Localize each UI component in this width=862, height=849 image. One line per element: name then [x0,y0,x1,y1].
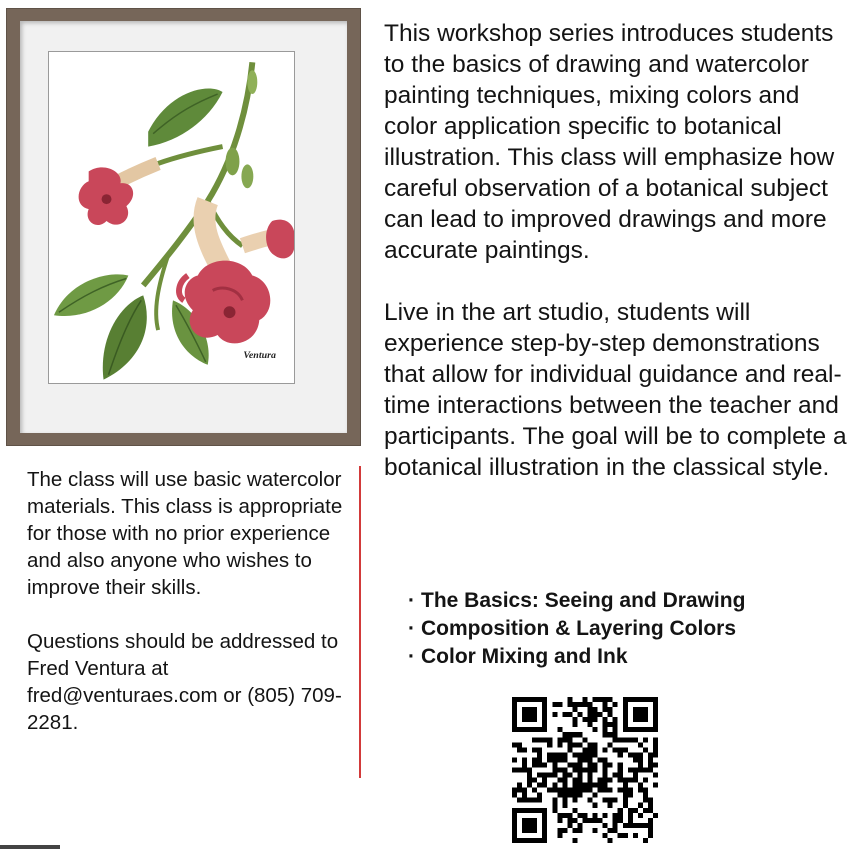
botanical-flower-illustration-icon [49,52,294,383]
botanical-illustration [48,51,295,384]
topic-item: · The Basics: Seeing and Drawing [408,587,828,615]
description-paragraph-2: Live in the art studio, students will experience step-by-step demonstrations that allow for individual guidance and real-time interactions between the teacher and participants. The goal will be to complete a botanical illustration in the classical style. [384,299,847,481]
framed-artwork [6,8,361,446]
column-divider [359,466,361,778]
qr-code-icon[interactable] [512,697,658,843]
contact-text: Questions should be addressed to Fred Ventura at fred@venturaes.com or (805) 709-2281. [27,630,342,734]
workshop-description [384,18,854,489]
corner-mark [0,845,60,849]
description-paragraph-1: This workshop series introduces students to the basics of drawing and watercolor painting techniques, mixing colors and color application specific to botanical illustration. This class will emphasize how careful observation of a botanical subject can lead to improved drawings and more accurate paintings. [384,20,835,264]
topic-list [408,587,828,671]
artist-signature: Ventura [243,349,276,361]
materials-text: The class will use basic watercolor materials. This class is appropriate for those with no prior experience and also anyone who wishes to improve their skills. [27,468,343,599]
class-details [27,466,352,763]
topic-item: · Composition & Layering Colors [408,615,828,643]
topic-item: · Color Mixing and Ink [408,643,828,671]
